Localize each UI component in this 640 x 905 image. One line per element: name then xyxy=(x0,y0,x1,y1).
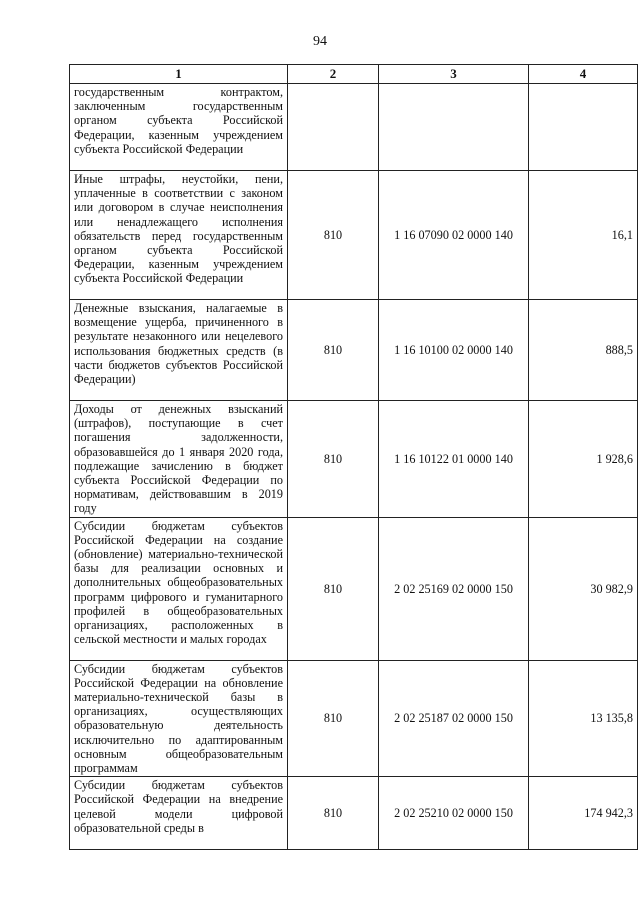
row-admin-code: 810 xyxy=(288,660,379,777)
row-description: Иные штрафы, неустойки, пени, уплаченные в соответствии с законом или договором в случае неисполнения или ненадлежащего исполнения обязательств перед государственным органом субъекта Российской Федерации, казенным учреждением субъекта Российской Федерации xyxy=(70,171,288,300)
row-budget-classification-code: 2 02 25187 02 0000 150 xyxy=(379,660,529,777)
page-number: 94 xyxy=(313,34,327,49)
row-description: Субсидии бюджетам субъектов Российской Федерации на обновление материально-технической базы в организациях, осуществляющих образовательную деятельность исключительно по адаптированным основным общеобразовательным программам xyxy=(70,660,288,777)
budget-revenue-table xyxy=(69,64,638,850)
table-row xyxy=(70,300,638,401)
table-row xyxy=(70,401,638,518)
row-budget-classification-code: 1 16 07090 02 0000 140 xyxy=(379,171,529,300)
table-row xyxy=(70,777,638,850)
row-amount: 174 942,3 xyxy=(529,777,638,850)
row-budget-classification-code: 1 16 10100 02 0000 140 xyxy=(379,300,529,401)
table-row xyxy=(70,171,638,300)
row-admin-code: 810 xyxy=(288,300,379,401)
table-header-row xyxy=(70,65,638,84)
row-amount xyxy=(529,84,638,171)
row-description: государственным контрактом, заключенным государственным органом субъекта Российской Федерации, казенным учреждением субъекта Российской Федерации xyxy=(70,84,288,171)
table-row xyxy=(70,517,638,660)
row-budget-classification-code: 1 16 10122 01 0000 140 xyxy=(379,401,529,518)
column-header-2: 2 xyxy=(288,65,379,84)
row-admin-code: 810 xyxy=(288,517,379,660)
row-budget-classification-code: 2 02 25169 02 0000 150 xyxy=(379,517,529,660)
row-admin-code: 810 xyxy=(288,171,379,300)
column-header-1: 1 xyxy=(70,65,288,84)
table-row xyxy=(70,660,638,777)
row-amount: 888,5 xyxy=(529,300,638,401)
column-header-4: 4 xyxy=(529,65,638,84)
row-description: Субсидии бюджетам субъектов Российской Федерации на внедрение целевой модели цифровой образовательной среды в xyxy=(70,777,288,850)
row-admin-code xyxy=(288,84,379,171)
row-budget-classification-code: 2 02 25210 02 0000 150 xyxy=(379,777,529,850)
table-row xyxy=(70,84,638,171)
row-amount: 30 982,9 xyxy=(529,517,638,660)
row-amount: 1 928,6 xyxy=(529,401,638,518)
row-description: Доходы от денежных взысканий (штрафов), поступающие в счет погашения задолженности, образовавшейся до 1 января 2020 года, подлежащие зачислению в бюджет субъекта Российской Федерации по нормативам, действовавшим в 2019 году xyxy=(70,401,288,518)
row-admin-code: 810 xyxy=(288,777,379,850)
row-amount: 13 135,8 xyxy=(529,660,638,777)
row-budget-classification-code xyxy=(379,84,529,171)
row-description: Субсидии бюджетам субъектов Российской Федерации на создание (обновление) материально-технической базы для реализации основных и дополнительных общеобразовательных программ цифрового и гуманитарного профилей в общеобразовательных организациях, расположенных в сельской местности и малых городах xyxy=(70,517,288,660)
row-admin-code: 810 xyxy=(288,401,379,518)
column-header-3: 3 xyxy=(379,65,529,84)
row-amount: 16,1 xyxy=(529,171,638,300)
row-description: Денежные взыскания, налагаемые в возмещение ущерба, причиненного в результате незаконного или нецелевого использования бюджетных средств (в части бюджетов субъектов Российской Федерации) xyxy=(70,300,288,401)
